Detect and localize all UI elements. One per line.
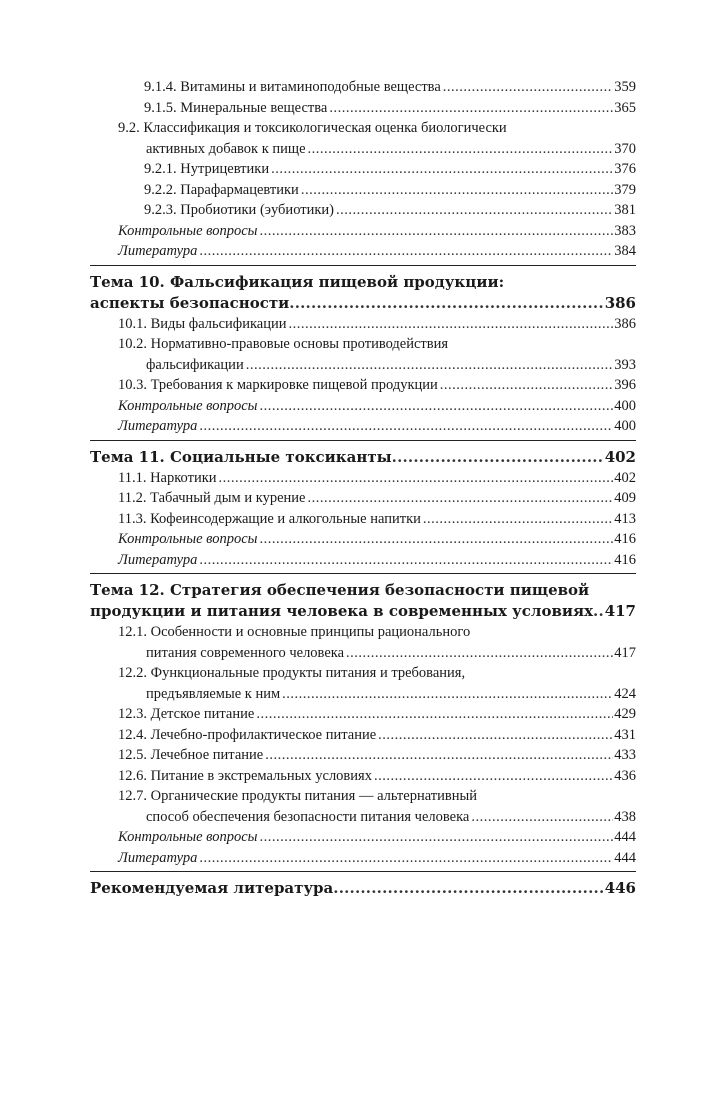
toc-entry-10-1[interactable] <box>90 314 636 335</box>
toc-entry-title-line1: 12.2. Функциональные продукты питания и требования, <box>118 665 466 681</box>
toc-entry-title: 11.2. Табачный дым и курение <box>118 490 306 506</box>
toc-entry-12-1[interactable] <box>90 622 636 663</box>
dot-leader <box>593 601 604 622</box>
toc-page-number: 417 <box>614 644 636 661</box>
toc-entry-11-2[interactable] <box>90 488 636 509</box>
toc-page-number: 402 <box>614 469 636 486</box>
toc-page-number: 402 <box>604 447 636 466</box>
dot-leader <box>260 529 614 550</box>
toc-entry-questions-11[interactable] <box>90 529 636 550</box>
toc-page-number: 381 <box>614 202 636 218</box>
dot-leader <box>246 355 614 376</box>
toc-entry-title: 9.2.1. Нутрицевтики <box>144 161 270 177</box>
dot-leader <box>307 488 613 509</box>
toc-page-number: 429 <box>614 706 636 722</box>
toc-page-number: 359 <box>614 79 636 95</box>
toc-entry-9-2[interactable] <box>90 118 636 159</box>
toc-entry-10-3[interactable] <box>90 375 636 396</box>
dot-leader <box>199 416 613 437</box>
toc-entry-title: 10.3. Требования к маркировке пищевой продукции <box>118 377 438 393</box>
section-divider <box>90 440 636 441</box>
toc-entry-9-2-1[interactable] <box>90 159 636 180</box>
toc-page-number: 424 <box>614 685 636 702</box>
dot-leader <box>471 807 613 828</box>
toc-page-number: 409 <box>614 490 636 506</box>
dot-leader <box>256 704 613 725</box>
toc-entry-title: Контрольные вопросы <box>118 531 258 547</box>
toc-entry-9-1-4[interactable] <box>90 77 636 98</box>
toc-page-number: 438 <box>614 808 636 825</box>
toc-page-number: 393 <box>614 356 636 373</box>
dot-leader <box>336 200 613 221</box>
dot-leader <box>378 725 613 746</box>
toc-page-number: 400 <box>614 397 636 414</box>
dot-leader <box>265 745 613 766</box>
toc-page-number: 444 <box>614 829 636 845</box>
toc-entry-title-line2: предъявляемые к ним <box>146 685 281 702</box>
toc-entry-title: 9.1.5. Минеральные вещества <box>144 99 328 116</box>
toc-entry-title-line1: 10.2. Нормативно-правовые основы противодействия <box>118 336 449 352</box>
toc-entry-title-line2: способ обеспечения безопасности питания человека <box>146 808 470 825</box>
toc-entry-title-line1: 9.2. Классификация и токсикологическая оценка биологически <box>118 120 507 136</box>
toc-entry-12-4[interactable] <box>90 725 636 746</box>
toc-entry-title: Контрольные вопросы <box>118 397 258 414</box>
dot-leader <box>282 684 613 705</box>
toc-entry-9-2-2[interactable] <box>90 180 636 201</box>
toc-page-number: 386 <box>614 315 636 332</box>
toc-entry-title-line1: 12.7. Органические продукты питания — альтернативный <box>118 788 477 804</box>
toc-entry-11-1[interactable] <box>90 468 636 489</box>
toc-page-number: 370 <box>614 140 636 157</box>
toc-topic-10[interactable] <box>90 272 636 314</box>
toc-page-number: 365 <box>614 99 636 116</box>
toc-page-number: 433 <box>614 747 636 763</box>
toc-entry-title-line2: активных добавок к пище <box>146 140 306 157</box>
toc-entry-12-2[interactable] <box>90 663 636 704</box>
toc-recommended-literature[interactable] <box>90 878 636 899</box>
toc-entry-9-1-5[interactable] <box>90 98 636 119</box>
toc-page-number: 379 <box>614 181 636 198</box>
dot-leader <box>260 396 614 417</box>
toc-entry-12-3[interactable] <box>90 704 636 725</box>
dot-leader <box>374 766 613 787</box>
toc-entry-title: Литература <box>118 418 198 434</box>
toc-entry-title: 9.1.4. Витамины и витаминоподобные вещества <box>144 79 441 95</box>
toc-entry-literature-11[interactable] <box>90 550 636 571</box>
toc-entry-title: 11.1. Наркотики <box>118 469 217 486</box>
toc-page-number: 431 <box>614 726 636 743</box>
dot-leader <box>219 468 614 489</box>
toc-entry-title: 12.3. Детское питание <box>118 706 255 722</box>
toc-page-number: 416 <box>614 531 636 547</box>
section-divider <box>90 871 636 872</box>
toc-entry-title: Литература <box>118 551 198 568</box>
toc-topic-12[interactable] <box>90 580 636 622</box>
dot-leader <box>443 77 613 98</box>
toc-entry-questions-9[interactable] <box>90 221 636 242</box>
toc-entry-literature-10[interactable] <box>90 416 636 437</box>
toc-entry-title: Контрольные вопросы <box>118 829 258 845</box>
toc-entry-12-6[interactable] <box>90 766 636 787</box>
dot-leader <box>260 221 614 242</box>
dot-leader <box>260 827 614 848</box>
toc-topic-title-line1: Тема 12. Стратегия обеспечения безопасности пищевой <box>90 581 590 599</box>
toc-entry-12-5[interactable] <box>90 745 636 766</box>
dot-leader <box>440 375 613 396</box>
dot-leader <box>289 314 614 335</box>
toc-entry-11-3[interactable] <box>90 509 636 530</box>
toc-topic-title: Тема 11. Социальные токсиканты <box>90 447 392 466</box>
dot-leader <box>392 447 604 468</box>
dot-leader <box>199 848 613 869</box>
toc-entry-title: Литература <box>118 243 198 259</box>
toc-entry-literature-12[interactable] <box>90 848 636 869</box>
toc-page-number: 417 <box>604 602 636 620</box>
toc-entry-12-7[interactable] <box>90 786 636 827</box>
toc-entry-title: 12.4. Лечебно-профилактическое питание <box>118 726 377 743</box>
dot-leader <box>301 180 613 201</box>
toc-page-number: 386 <box>604 293 636 312</box>
toc-entry-title-line2: фальсификации <box>146 356 244 373</box>
section-divider <box>90 573 636 574</box>
toc-entry-9-2-3[interactable] <box>90 200 636 221</box>
toc-page-number: 384 <box>614 243 636 259</box>
toc-entry-10-2[interactable] <box>90 334 636 375</box>
toc-page-number: 396 <box>614 377 636 393</box>
toc-page-number: 376 <box>614 161 636 177</box>
toc-topic-title: Рекомендуемая литература <box>90 879 334 897</box>
dot-leader <box>308 139 614 160</box>
toc-entry-literature-9[interactable] <box>90 241 636 262</box>
dot-leader <box>329 98 613 119</box>
toc-entry-title: Литература <box>118 849 198 866</box>
toc-topic-title-line2: аспекты безопасности <box>90 293 290 312</box>
toc-page-number: 383 <box>614 222 636 239</box>
toc-page-number: 413 <box>614 510 636 527</box>
table-of-contents <box>90 77 636 899</box>
toc-topic-11[interactable] <box>90 447 636 468</box>
toc-entry-title: 12.5. Лечебное питание <box>118 747 264 763</box>
dot-leader <box>199 241 613 262</box>
toc-entry-title: 9.2.2. Парафармацевтики <box>144 181 299 198</box>
toc-entry-questions-12[interactable] <box>90 827 636 848</box>
toc-entry-title: 12.6. Питание в экстремальных условиях <box>118 767 372 784</box>
dot-leader <box>333 878 603 899</box>
toc-topic-title-line1: Тема 10. Фальсификация пищевой продукции: <box>90 272 505 291</box>
toc-page-number: 416 <box>614 551 636 568</box>
toc-entry-title: 11.3. Кофеинсодержащие и алкогольные напитки <box>118 510 421 527</box>
toc-topic-title-line2: продукции и питания человека в современных условиях <box>90 602 594 620</box>
toc-page-number: 400 <box>614 418 636 434</box>
toc-entry-title: 10.1. Виды фальсификации <box>118 315 287 332</box>
dot-leader <box>423 509 613 530</box>
toc-entry-title-line2: питания современного человека <box>146 644 345 661</box>
toc-entry-title-line1: 12.1. Особенности и основные принципы рационального <box>118 624 471 640</box>
dot-leader <box>199 550 613 571</box>
toc-page-number: 436 <box>614 767 636 784</box>
toc-entry-title: 9.2.3. Пробиотики (эубиотики) <box>144 202 334 218</box>
dot-leader <box>346 643 613 664</box>
toc-page-number: 444 <box>614 849 636 866</box>
toc-entry-title: Контрольные вопросы <box>118 222 258 239</box>
section-divider <box>90 265 636 266</box>
toc-page-number: 446 <box>604 879 636 897</box>
dot-leader <box>271 159 613 180</box>
toc-entry-questions-10[interactable] <box>90 396 636 417</box>
dot-leader <box>289 293 603 314</box>
